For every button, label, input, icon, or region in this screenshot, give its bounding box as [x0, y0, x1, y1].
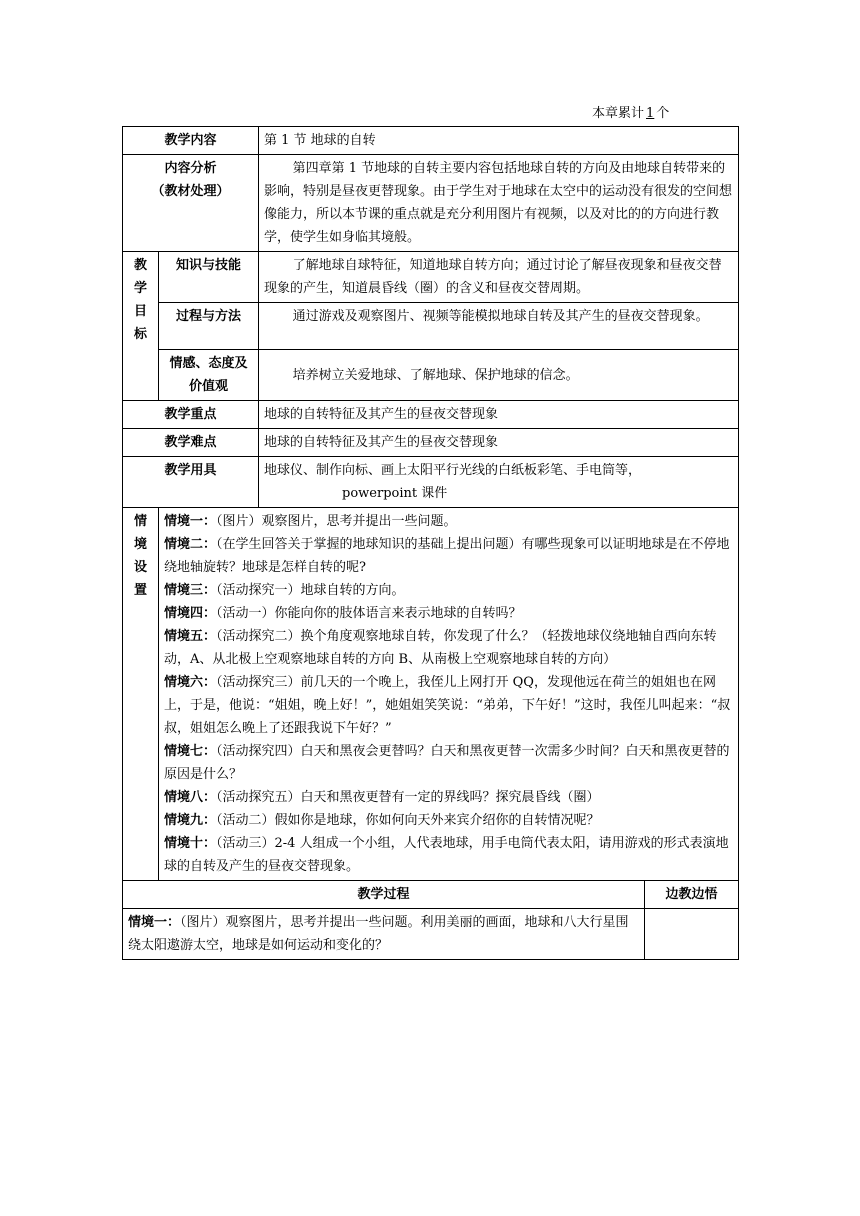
scenario-title: 情境六： — [164, 675, 217, 690]
scenarios-list — [159, 508, 739, 881]
scenario-title: 情境一： — [164, 514, 217, 529]
scenario-item — [164, 625, 733, 671]
knowledge-label: 知识与技能 — [159, 252, 259, 303]
chapter-count — [592, 104, 669, 124]
chapter-count-suffix: 个 — [656, 106, 670, 121]
scenario-text: （活动一）你能向你的肢体语言来表示地球的自转吗？ — [216, 606, 522, 621]
scenario-item — [164, 671, 733, 740]
scenario-text: （活动二）假如你是地球，你如何向天外来宾介绍你的自转情况呢？ — [216, 813, 600, 828]
chapter-count-prefix: 本章累计 — [592, 106, 645, 121]
objective-knowledge-row — [123, 252, 739, 303]
process-row-1-text: （图片）观察图片，思考并提出一些问题。利用美丽的画面，地球和八大行星围绕太阳遨游太空，地球是如何运动和变化的？ — [128, 915, 629, 953]
scenario-item — [164, 809, 733, 832]
scenario-item — [164, 832, 733, 878]
scenarios-char: 置 — [133, 583, 147, 598]
objectives-char: 教 — [133, 258, 147, 273]
analysis-label — [123, 155, 259, 252]
scenario-item — [164, 510, 733, 533]
scenario-text: （活动探究一）地球自转的方向。 — [216, 583, 405, 598]
scenario-text: （活动探究四）白天和黑夜会更替吗？白天和黑夜更替一次需多少时间？白天和黑夜更替的原因是什么？ — [164, 744, 730, 782]
scenario-text: （在学生回答关于掌握的地球知识的基础上提出问题）有哪些现象可以证明地球是在不停地绕地轴旋转？地球是怎样自转的呢? — [164, 537, 730, 575]
scenario-title: 情境二： — [164, 537, 217, 552]
scenario-text: （活动探究二）换个角度观察地球自转，你发现了什么？（轻拨地球仪绕地轴自西向东转动，A、从北极上空观察地球自转的方向 B、从南极上空观察地球自转的方向） — [164, 629, 717, 667]
objective-process-row — [123, 303, 739, 350]
process-header: 教学过程 — [123, 881, 645, 909]
scenario-title: 情境十： — [164, 836, 217, 851]
process-row-1 — [123, 909, 739, 960]
process-row-1-title: 情境一： — [128, 915, 181, 930]
chapter-count-value: 1 — [646, 106, 655, 121]
scenario-text: （活动探究三）前几天的一个晚上，我侄儿上网打开 QQ，发现他远在荷兰的姐姐也在网上，于是，他说：“姐姐，晚上好！”，她姐姐笑笑说：“弟弟，下午好！”这时，我侄儿叫起来：“叔叔，姐姐怎么晚上了还跟我说下午好？” — [164, 675, 731, 736]
difficulty-value: 地球的自转特征及其产生的昼夜交替现象 — [259, 429, 739, 457]
process-label: 过程与方法 — [159, 303, 259, 350]
scenario-text: （图片）观察图片，思考并提出一些问题。 — [216, 514, 457, 529]
knowledge-text: 了解地球自球特征，知道地球自转方向；通过讨论了解昼夜现象和昼夜交替现象的产生，知道晨昏线（圈）的含义和昼夜交替周期。 — [259, 252, 739, 303]
scenario-item — [164, 740, 733, 786]
scenarios-char: 设 — [133, 560, 147, 575]
process-text: 通过游戏及观察图片、视频等能模拟地球自转及其产生的昼夜交替现象。 — [259, 303, 739, 350]
scenario-title: 情境九： — [164, 813, 217, 828]
notes-header: 边教边悟 — [645, 881, 739, 909]
objectives-char: 学 — [133, 281, 147, 296]
lesson-plan-table — [122, 126, 739, 960]
process-header-row — [123, 881, 739, 909]
key-point-label: 教学重点 — [123, 401, 259, 429]
analysis-text: 第四章第 1 节地球的自转主要内容包括地球自转的方向及由地球自转带来的影响，特别是昼夜更替现象。由于学生对于地球在太空中的运动没有很发的空间想像能力，所以本节课的重点就是充分利用图片有视频，以及对比的的方向进行教学，使学生如身临其境般。 — [259, 155, 739, 252]
tools-line2: powerpoint 课件 — [342, 486, 448, 501]
objective-emotion-row — [123, 350, 739, 401]
scenario-item — [164, 602, 733, 625]
analysis-label-line1: 内容分析 — [164, 161, 217, 176]
emotion-label-line2: 价值观 — [189, 379, 229, 394]
tools-line1: 地球仪、制作向标、画上太阳平行光线的白纸板彩笔、手电筒等， — [264, 463, 642, 478]
scenario-item — [164, 786, 733, 809]
process-row-1-notes — [645, 909, 739, 960]
content-label: 教学内容 — [123, 127, 259, 155]
scenario-text: （活动三）2-4 人组成一个小组，人代表地球，用手电筒代表太阳，请用游戏的形式表演地球的自转及产生的昼夜交替现象。 — [164, 836, 729, 874]
scenario-title: 情境四： — [164, 606, 217, 621]
scenarios-char: 情 — [133, 514, 147, 529]
scenario-item — [164, 579, 733, 602]
emotion-label — [159, 350, 259, 401]
content-row — [123, 127, 739, 155]
scenario-title: 情境三： — [164, 583, 217, 598]
scenario-title: 情境五： — [164, 629, 217, 644]
emotion-label-line1: 情感、态度及 — [169, 356, 248, 371]
analysis-label-line2: （教材处理） — [151, 184, 230, 199]
scenarios-label — [123, 508, 159, 881]
difficulty-row — [123, 429, 739, 457]
objectives-label — [123, 252, 159, 401]
scenarios-row — [123, 508, 739, 881]
tools-label: 教学用具 — [123, 457, 259, 508]
content-value: 第 1 节 地球的自转 — [259, 127, 739, 155]
scenario-title: 情境八： — [164, 790, 217, 805]
difficulty-label: 教学难点 — [123, 429, 259, 457]
scenario-title: 情境七： — [164, 744, 217, 759]
process-row-1-content — [123, 909, 645, 960]
tools-row — [123, 457, 739, 508]
scenarios-char: 境 — [133, 537, 147, 552]
emotion-text: 培养树立关爱地球、了解地球、保护地球的信念。 — [259, 350, 739, 401]
key-point-value: 地球的自转特征及其产生的昼夜交替现象 — [259, 401, 739, 429]
scenario-text: （活动探究五）白天和黑夜更替有一定的界线吗？探究晨昏线（圈） — [216, 790, 600, 805]
objectives-char: 标 — [133, 327, 147, 342]
scenario-item — [164, 533, 733, 579]
objectives-char: 目 — [133, 304, 147, 319]
key-point-row — [123, 401, 739, 429]
tools-value — [259, 457, 739, 508]
analysis-row — [123, 155, 739, 252]
